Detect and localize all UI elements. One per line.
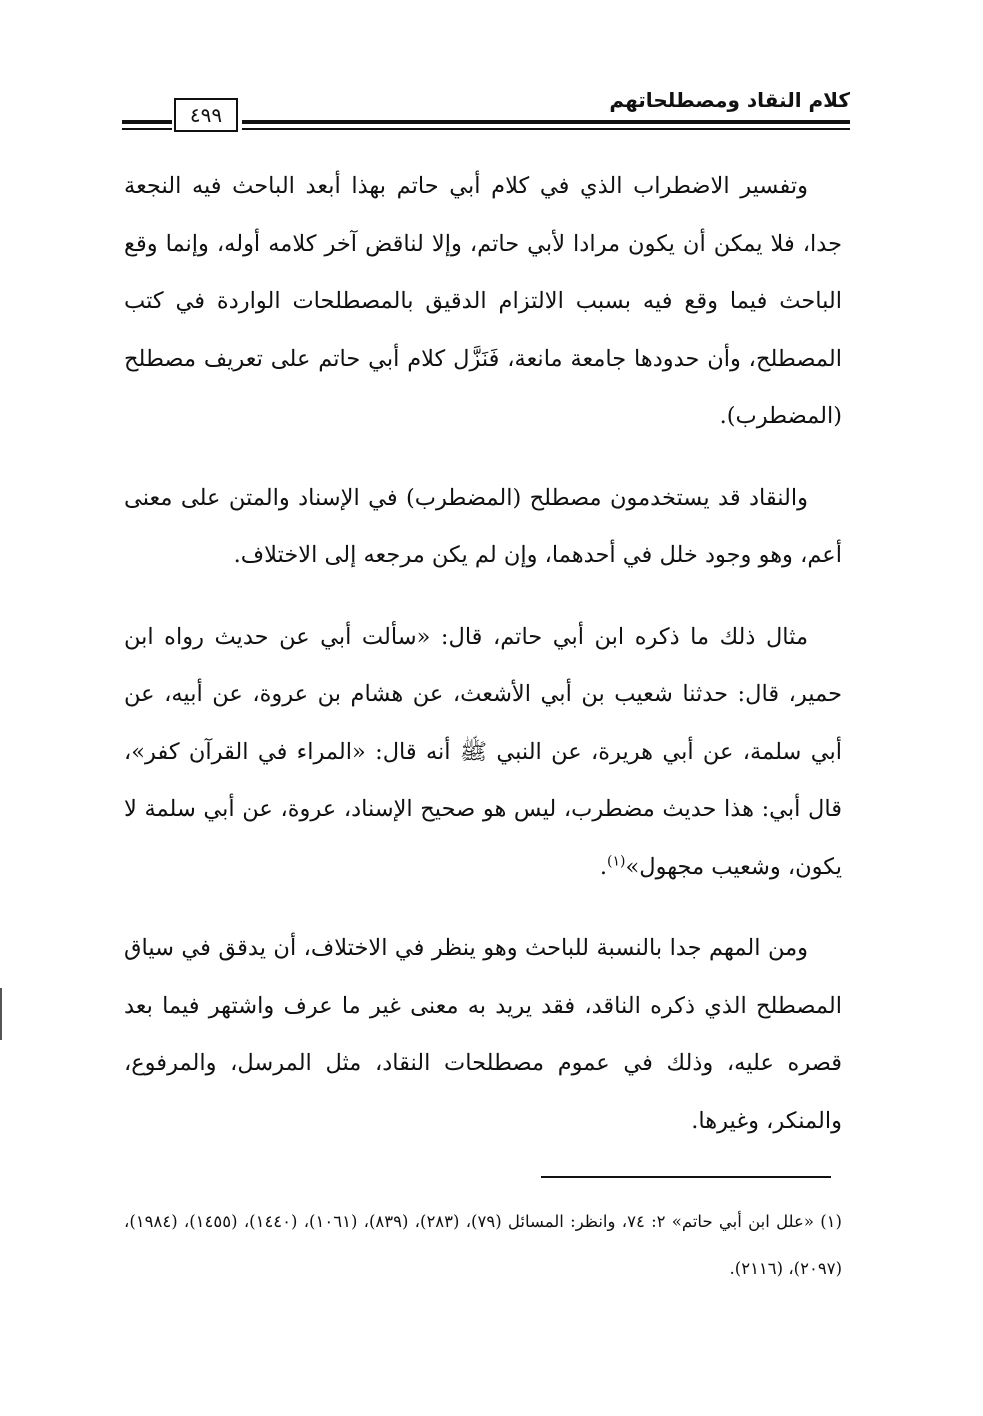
header-rule-left-thin	[122, 128, 172, 130]
page-number: ٤٩٩	[174, 98, 238, 132]
paragraph: والنقاد قد يستخدمون مصطلح (المضطرب) في الإسناد والمتن على معنى أعم، وهو وجود خلل في أحدهما، وإن لم يكن مرجعه إلى الاختلاف.	[124, 484, 842, 568]
header-rule-thick	[242, 120, 850, 124]
footnote: (١) «علل ابن أبي حاتم» ٢: ٧٤، وانظر: المسائل (٧٩)، (٢٨٣)، (٨٣٩)، (١٠٦١)، (١٤٤٠)، (١٤٥٥)، (١٩٨٤)، (٢٠٩٧)، (٢١١٦).	[124, 1212, 842, 1278]
paragraph: ومن المهم جدا بالنسبة للباحث وهو ينظر في الاختلاف، أن يدقق في سياق المصطلح الذي ذكره الناقد، فقد يريد به معنى غير ما عرف واشتهر فيما بعد قصره عليه، وذلك في عموم مصطلحات النقاد، مثل المرسل، والمرفوع، والمنكر، وغيرها.	[124, 935, 842, 1134]
paragraph	[124, 609, 842, 897]
main-text	[124, 158, 842, 1174]
paragraph-end: .	[599, 853, 607, 880]
footnote-reference: (١)	[606, 853, 626, 869]
paragraph-text: مثال ذلك ما ذكره ابن أبي حاتم، قال: «سألت أبي عن حديث رواه ابن حمير، قال: حدثنا شعيب بن أبي الأشعث، عن هشام بن عروة، عن أبيه، عن أبي سلمة، عن أبي هريرة، عن النبي ﷺ أنه قال: «المراء في القرآن كفر»، قال أبي: هذا حديث مضطرب، ليس هو صحيح الإسناد، عروة، عن أبي سلمة لا يكون، وشعيب مجهول»	[124, 623, 842, 880]
scan-edge-mark	[0, 988, 2, 1040]
paragraph: وتفسير الاضطراب الذي في كلام أبي حاتم بهذا أبعد الباحث فيه النجعة جدا، فلا يمكن أن يكون مرادا لأبي حاتم، وإلا لناقض آخر كلامه أوله، وإنما وقع الباحث فيما وقع فيه بسبب الالتزام الدقيق بالمصطلحات الواردة في كتب المصطلح، وأن حدودها جامعة مانعة، فَنَزَّل كلام أبي حاتم على تعريف مصطلح (المضطرب).	[124, 173, 842, 429]
header-rule-thin	[242, 128, 850, 130]
header-rule-left-thick	[122, 120, 172, 124]
running-title: كلام النقاد ومصطلحاتهم	[609, 88, 850, 112]
page-header	[122, 86, 850, 138]
footnote-divider	[541, 1176, 831, 1178]
